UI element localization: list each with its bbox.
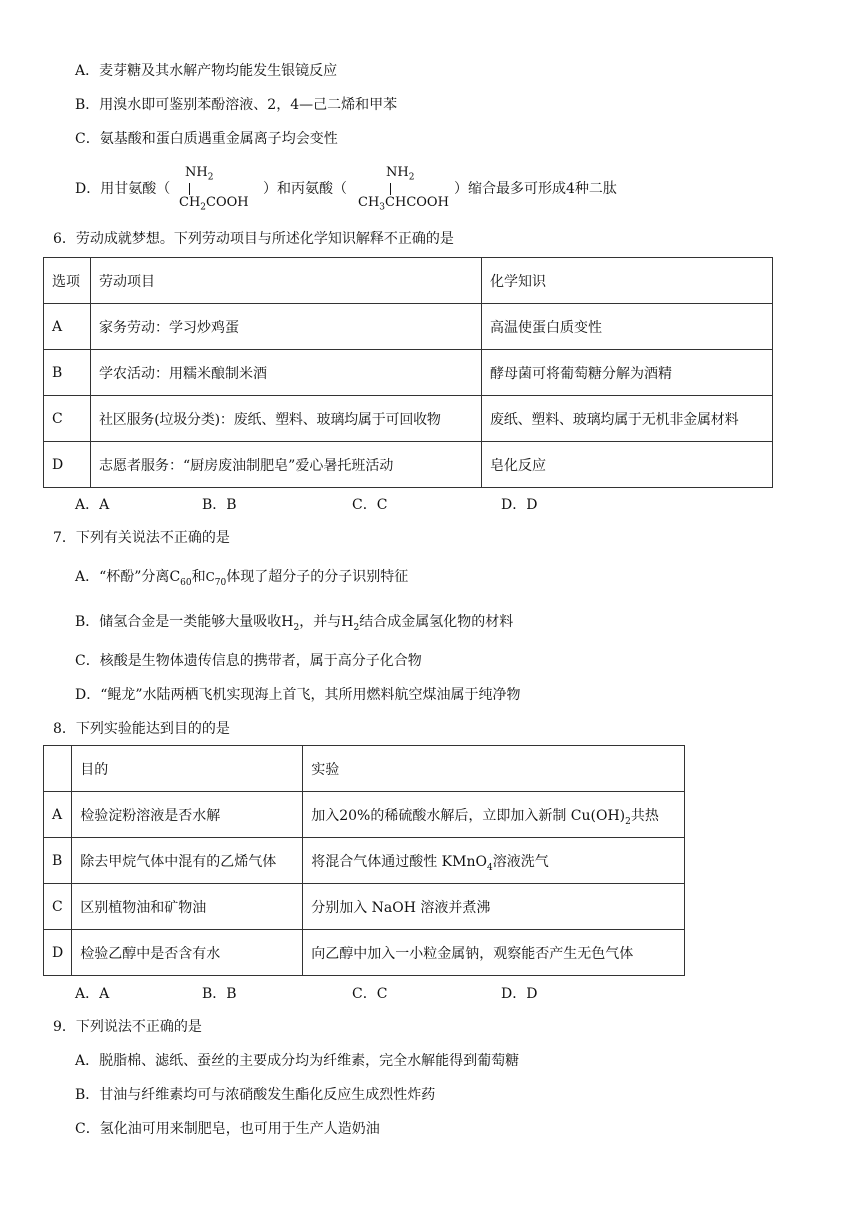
q8-row-b-experiment: 将混合气体通过酸性 KMnO$_4$溶液洗气 bbox=[303, 838, 685, 884]
q6-header-labor: 劳动项目 bbox=[91, 258, 482, 304]
alanine-structure: $NH_2$ $CH_3CHCOOH$ bbox=[358, 165, 449, 213]
q9-option-a: A．脱脂棉、滤纸、蚕丝的主要成分均为纤维素，完全水解能得到葡萄糖 bbox=[75, 1053, 520, 1069]
q6-header-knowledge: 化学知识 bbox=[482, 258, 773, 304]
q8-row-b-option: B bbox=[44, 838, 72, 884]
q8-row-d-purpose: 检验乙醇中是否含有水 bbox=[72, 930, 303, 976]
q9-option-c: C．氢化油可用来制肥皂，也可用于生产人造奶油 bbox=[75, 1121, 380, 1137]
q8-stem: 8．下列实验能达到目的的是 bbox=[53, 721, 230, 737]
q6-answer-c: C．C bbox=[352, 497, 388, 513]
q6-answer-choices bbox=[75, 494, 635, 514]
q9-option-b: B．甘油与纤维素均可与浓硝酸发生酯化反应生成烈性炸药 bbox=[75, 1087, 436, 1103]
q6-row-c-knowledge: 废纸、塑料、玻璃均属于无机非金属材料 bbox=[482, 396, 773, 442]
q5-option-d-suffix: ）缩合最多可形成4种二肽 bbox=[454, 181, 617, 197]
q5-option-d-prefix: D．用甘氨酸（ bbox=[75, 181, 171, 197]
q8-answer-c: C．C bbox=[352, 986, 388, 1002]
q6-answer-d: D．D bbox=[501, 497, 538, 513]
q6-table bbox=[43, 257, 773, 488]
q6-row-b-option: B bbox=[44, 350, 91, 396]
table-row bbox=[44, 350, 773, 396]
q9-stem: 9．下列说法不正确的是 bbox=[53, 1019, 202, 1035]
q8-row-a-option: A bbox=[44, 792, 72, 838]
q6-row-c-labor: 社区服务(垃圾分类)：废纸、塑料、玻璃均属于可回收物 bbox=[91, 396, 482, 442]
q5-option-d-mid: ）和丙氨酸（ bbox=[263, 181, 347, 197]
q8-row-a-purpose: 检验淀粉溶液是否水解 bbox=[72, 792, 303, 838]
q8-row-a-experiment: 加入20%的稀硫酸水解后，立即加入新制 $Cu(OH)_2$共热 bbox=[303, 792, 685, 838]
q8-answer-choices bbox=[75, 983, 635, 1003]
q7-option-a: A．“杯酚”分离$C_{60}$和$C_{70}$体现了超分子的分子识别特征 bbox=[75, 569, 409, 588]
q8-row-c-purpose: 区别植物油和矿物油 bbox=[72, 884, 303, 930]
q7-option-b: B．储氢合金是一类能够大量吸收$H_2$，并与$H_2$结合成金属氢化物的材料 bbox=[75, 614, 514, 633]
q6-answer-b: B．B bbox=[202, 497, 237, 513]
q8-row-b-purpose: 除去甲烷气体中混有的乙烯气体 bbox=[72, 838, 303, 884]
table-row bbox=[44, 838, 685, 884]
q8-answer-a: A．A bbox=[75, 986, 110, 1002]
q6-row-b-labor: 学农活动：用糯米酿制米酒 bbox=[91, 350, 482, 396]
q6-row-a-labor: 家务劳动：学习炒鸡蛋 bbox=[91, 304, 482, 350]
q7-stem: 7．下列有关说法不正确的是 bbox=[53, 530, 230, 546]
q8-row-c-option: C bbox=[44, 884, 72, 930]
q7-option-c: C．核酸是生物体遗传信息的携带者，属于高分子化合物 bbox=[75, 653, 422, 669]
table-row bbox=[44, 930, 685, 976]
q8-header-purpose: 目的 bbox=[72, 746, 303, 792]
q8-table bbox=[43, 745, 685, 976]
table-row bbox=[44, 442, 773, 488]
q8-header-option bbox=[44, 746, 72, 792]
table-row bbox=[44, 884, 685, 930]
table-header-row bbox=[44, 746, 685, 792]
q5-option-c: C．氨基酸和蛋白质遇重金属离子均会变性 bbox=[75, 131, 338, 147]
q6-row-d-labor: 志愿者服务：“厨房废油制肥皂”爱心暑托班活动 bbox=[91, 442, 482, 488]
table-header-row bbox=[44, 258, 773, 304]
q6-row-c-option: C bbox=[44, 396, 91, 442]
q6-header-option: 选项 bbox=[44, 258, 91, 304]
q7-option-d: D．“鲲龙”水陆两栖飞机实现海上首飞，其所用燃料航空煤油属于纯净物 bbox=[75, 687, 521, 703]
q6-row-b-knowledge: 酵母菌可将葡萄糖分解为酒精 bbox=[482, 350, 773, 396]
table-row bbox=[44, 304, 773, 350]
q6-answer-a: A．A bbox=[75, 497, 110, 513]
table-row bbox=[44, 792, 685, 838]
q8-row-d-option: D bbox=[44, 930, 72, 976]
q6-row-a-option: A bbox=[44, 304, 91, 350]
q6-row-d-knowledge: 皂化反应 bbox=[482, 442, 773, 488]
q8-answer-d: D．D bbox=[501, 986, 538, 1002]
q5-option-a: A．麦芽糖及其水解产物均能发生银镜反应 bbox=[75, 63, 338, 79]
q8-header-experiment: 实验 bbox=[303, 746, 685, 792]
q8-row-c-experiment: 分别加入 NaOH 溶液并煮沸 bbox=[303, 884, 685, 930]
q6-stem: 6．劳动成就梦想。下列劳动项目与所述化学知识解释不正确的是 bbox=[53, 231, 454, 247]
glycine-structure: $NH_2$ $CH_2COOH$ bbox=[179, 165, 249, 213]
q8-row-d-experiment: 向乙醇中加入一小粒金属钠，观察能否产生无色气体 bbox=[303, 930, 685, 976]
q8-answer-b: B．B bbox=[202, 986, 237, 1002]
q5-option-b: B．用溴水即可鉴别苯酚溶液、2，4—己二烯和甲苯 bbox=[75, 97, 398, 113]
q6-row-a-knowledge: 高温使蛋白质变性 bbox=[482, 304, 773, 350]
table-row bbox=[44, 396, 773, 442]
q6-row-d-option: D bbox=[44, 442, 91, 488]
